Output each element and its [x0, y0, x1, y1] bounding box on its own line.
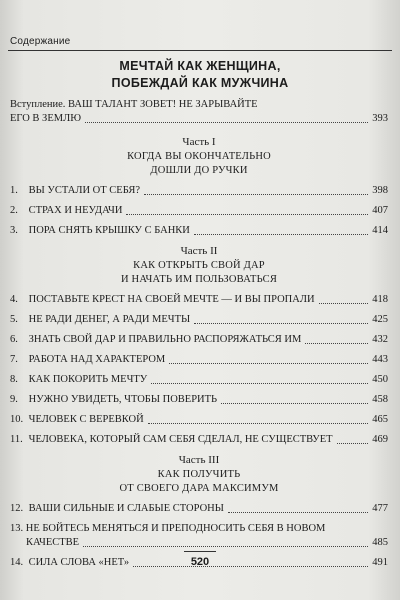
- chapter-title: СИЛА СЛОВА «НЕТ»: [28, 557, 130, 568]
- table-of-contents: [10, 98, 388, 576]
- dot-leader: [194, 234, 368, 235]
- chapter-number: 13.: [10, 523, 24, 534]
- page-number: 432: [372, 334, 388, 345]
- part-label: Часть I: [182, 136, 216, 148]
- chapter-number: 9.: [10, 394, 18, 405]
- dot-leader: [83, 546, 368, 547]
- chapter-number: 6.: [10, 334, 18, 345]
- page-number: 477: [372, 503, 388, 514]
- dot-leader: [228, 512, 368, 513]
- page-number: 469: [372, 434, 388, 445]
- page-number: 414: [372, 225, 388, 236]
- page-number: 393: [372, 113, 388, 124]
- toc-entry-chapter-5[interactable]: [10, 313, 388, 327]
- running-head: Содержание: [10, 36, 71, 47]
- toc-intro[interactable]: [10, 98, 388, 126]
- chapter-title: ВЫ УСТАЛИ ОТ СЕБЯ?: [28, 185, 141, 196]
- chapter-title: ЗНАТЬ СВОЙ ДАР И ПРАВИЛЬНО РАСПОРЯЖАТЬСЯ ИМ: [28, 334, 302, 345]
- chapter-number: 12.: [10, 503, 24, 514]
- page-number: 418: [372, 294, 388, 305]
- part-label: Часть II: [180, 245, 218, 257]
- title-line-2: ПОБЕЖДАЙ КАК МУЖЧИНА: [111, 76, 289, 90]
- chapter-number: 3.: [10, 225, 18, 236]
- page-number: 450: [372, 374, 388, 385]
- dot-leader: [148, 423, 369, 424]
- chapter-title: ПОСТАВЬТЕ КРЕСТ НА СВОЕЙ МЕЧТЕ — И ВЫ ПРОПАЛИ: [28, 294, 315, 305]
- page-number: 458: [372, 394, 388, 405]
- page-number: 443: [372, 354, 388, 365]
- toc-entry-chapter-9[interactable]: [10, 393, 388, 407]
- chapter-number: 10.: [10, 414, 24, 425]
- part-heading-2: [10, 244, 388, 287]
- part-heading-3: [10, 453, 388, 496]
- toc-entry-chapter-13[interactable]: [10, 522, 388, 550]
- dot-leader: [305, 343, 368, 344]
- dot-leader: [144, 194, 368, 195]
- page-number: 407: [372, 205, 388, 216]
- title-line-1: МЕЧТАЙ КАК ЖЕНЩИНА,: [119, 59, 281, 73]
- chapter-title-line-2: КАЧЕСТВЕ: [26, 537, 80, 548]
- toc-entry-chapter-3[interactable]: [10, 224, 388, 238]
- chapter-number: 8.: [10, 374, 18, 385]
- chapter-number: 14.: [10, 557, 24, 568]
- part-title-line-1: КАК ОТКРЫТЬ СВОЙ ДАР: [133, 260, 265, 271]
- dot-leader: [194, 323, 368, 324]
- dot-leader: [169, 363, 368, 364]
- part-title-line-2: ДОШЛИ ДО РУЧКИ: [150, 165, 248, 176]
- toc-entry-chapter-1[interactable]: [10, 184, 388, 198]
- toc-entry-chapter-10[interactable]: [10, 413, 388, 427]
- chapter-title: ЧЕЛОВЕКА, КОТОРЫЙ САМ СЕБЯ СДЕЛАЛ, НЕ СУЩЕСТВУЕТ: [28, 434, 333, 445]
- chapter-number: 7.: [10, 354, 18, 365]
- folio-page-number: 520: [190, 556, 210, 568]
- toc-entry-chapter-12[interactable]: [10, 502, 388, 516]
- chapter-title: КАК ПОКОРИТЬ МЕЧТУ: [28, 374, 148, 385]
- chapter-title: ЧЕЛОВЕК С ВЕРЕВКОЙ: [28, 414, 144, 425]
- chapter-number: 4.: [10, 294, 18, 305]
- part-title-line-2: ОТ СВОЕГО ДАРА МАКСИМУМ: [119, 483, 279, 494]
- intro-title-line-2: ЕГО В ЗЕМЛЮ: [10, 113, 81, 124]
- chapter-number: 2.: [10, 205, 18, 216]
- chapter-title: НЕ РАДИ ДЕНЕГ, А РАДИ МЕЧТЫ: [28, 314, 191, 325]
- part-heading-1: [10, 135, 388, 178]
- folio-rule: [184, 551, 216, 552]
- dot-leader: [151, 383, 368, 384]
- chapter-title: ПОРА СНЯТЬ КРЫШКУ С БАНКИ: [28, 225, 190, 236]
- chapter-title: РАБОТА НАД ХАРАКТЕРОМ: [28, 354, 166, 365]
- chapter-title: ВАШИ СИЛЬНЫЕ И СЛАБЫЕ СТОРОНЫ: [28, 503, 224, 514]
- dot-leader: [337, 443, 369, 444]
- toc-entry-chapter-4[interactable]: [10, 293, 388, 307]
- dot-leader: [85, 122, 368, 123]
- page-number: 398: [372, 185, 388, 196]
- chapter-number: 11.: [10, 434, 23, 445]
- dot-leader: [319, 303, 369, 304]
- part-title-line-1: КОГДА ВЫ ОКОНЧАТЕЛЬНО: [127, 151, 271, 162]
- page-number: 465: [372, 414, 388, 425]
- page-number: 485: [372, 537, 388, 548]
- chapter-number: 5.: [10, 314, 18, 325]
- dot-leader: [221, 403, 368, 404]
- dot-leader: [126, 214, 368, 215]
- page-number: 491: [372, 557, 388, 568]
- header-rule: [8, 50, 392, 51]
- part-label: Часть III: [178, 454, 220, 466]
- toc-entry-chapter-8[interactable]: [10, 373, 388, 387]
- toc-entry-chapter-2[interactable]: [10, 204, 388, 218]
- chapter-title: СТРАХ И НЕУДАЧИ: [28, 205, 123, 216]
- page-number: 425: [372, 314, 388, 325]
- part-title-line-2: И НАЧАТЬ ИМ ПОЛЬЗОВАТЬСЯ: [120, 274, 278, 285]
- chapter-title-line-1: НЕ БОЙТЕСЬ МЕНЯТЬСЯ И ПРЕПОДНОСИТЬ СЕБЯ В НОВОМ: [25, 523, 326, 534]
- chapter-title: НУЖНО УВИДЕТЬ, ЧТОБЫ ПОВЕРИТЬ: [28, 394, 218, 405]
- toc-entry-chapter-11[interactable]: [10, 433, 388, 447]
- toc-entry-chapter-7[interactable]: [10, 353, 388, 367]
- intro-title-line-1: Вступление. ВАШ ТАЛАНТ ЗОВЕТ! НЕ ЗАРЫВАЙТЕ: [10, 99, 258, 110]
- contents-title: [0, 58, 400, 92]
- toc-entry-chapter-6[interactable]: [10, 333, 388, 347]
- chapter-number: 1.: [10, 185, 18, 196]
- part-title-line-1: КАК ПОЛУЧИТЬ: [157, 469, 241, 480]
